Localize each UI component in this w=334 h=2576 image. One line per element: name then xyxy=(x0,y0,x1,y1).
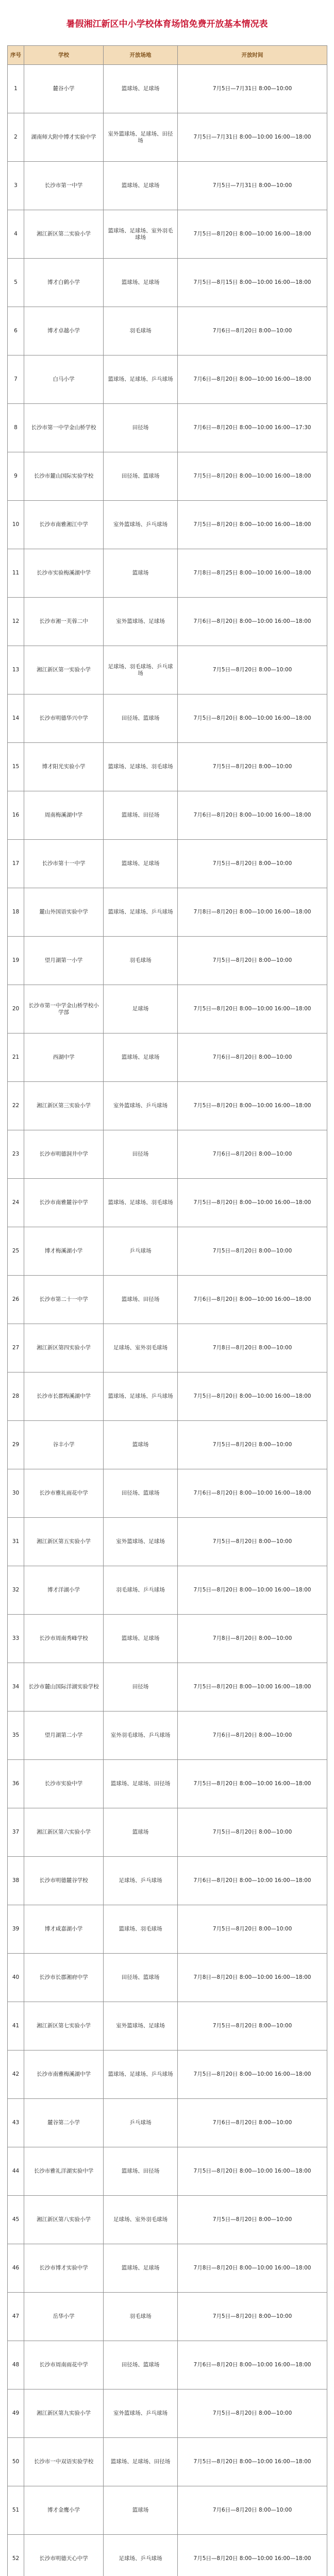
cell-venues: 田径场、篮球场 xyxy=(104,1469,178,1518)
cell-time: 7月5日—7月31日 8:00—10:00 xyxy=(178,162,327,210)
table-row xyxy=(8,646,327,694)
cell-time: 7月5日—8月20日 8:00—10:00 16:00—18:00 xyxy=(178,1663,327,1711)
cell-school: 长沙市南雅湘江中学 xyxy=(24,501,104,549)
cell-no: 48 xyxy=(8,2341,24,2389)
cell-venues: 篮球场、足球场、乒乓球场 xyxy=(104,888,178,937)
table-row xyxy=(8,1372,327,1421)
cell-time: 7月5日—8月20日 8:00—10:00 xyxy=(178,937,327,985)
cell-time: 7月5日—8月20日 8:00—10:00 16:00—18:00 xyxy=(178,210,327,259)
cell-no: 52 xyxy=(8,2535,24,2576)
cell-school: 博才阳光实验小学 xyxy=(24,743,104,791)
cell-time: 7月5日—8月20日 8:00—10:00 xyxy=(178,1227,327,1276)
cell-school: 望月湖第二小学 xyxy=(24,1711,104,1760)
cell-no: 44 xyxy=(8,2147,24,2196)
table-row xyxy=(8,2099,327,2147)
cell-venues: 田径场、篮球场 xyxy=(104,1954,178,2002)
cell-school: 长沙市湘一芙蓉二中 xyxy=(24,598,104,646)
cell-school: 博才咸嘉湖小学 xyxy=(24,1905,104,1954)
cell-school: 长沙市明德麓谷学校 xyxy=(24,1857,104,1905)
cell-no: 16 xyxy=(8,791,24,840)
cell-no: 36 xyxy=(8,1760,24,1808)
cell-school: 长沙市第十一中学 xyxy=(24,840,104,888)
cell-no: 11 xyxy=(8,549,24,598)
cell-no: 18 xyxy=(8,888,24,937)
cell-no: 14 xyxy=(8,694,24,743)
cell-school: 博才梅溪湖小学 xyxy=(24,1227,104,1276)
cell-time: 7月6日—8月20日 8:00—10:00 16:00—18:00 xyxy=(178,1857,327,1905)
table-row xyxy=(8,501,327,549)
cell-time: 7月5日—8月20日 8:00—10:00 16:00—18:00 xyxy=(178,452,327,501)
cell-time: 7月6日—8月20日 8:00—10:00 16:00—18:00 xyxy=(178,791,327,840)
cell-school: 周南梅溪湖中学 xyxy=(24,791,104,840)
table-row xyxy=(8,1276,327,1324)
cell-no: 45 xyxy=(8,2196,24,2244)
cell-school: 长沙市麓山国际洋湖实验学校 xyxy=(24,1663,104,1711)
cell-venues: 篮球场、足球场 xyxy=(104,65,178,113)
table-row xyxy=(8,1179,327,1227)
cell-venues: 室外羽毛球场、乒乓球场 xyxy=(104,1711,178,1760)
cell-venues: 田径场 xyxy=(104,1130,178,1179)
table-row xyxy=(8,888,327,937)
cell-no: 3 xyxy=(8,162,24,210)
cell-venues: 羽毛球场 xyxy=(104,307,178,355)
table-row xyxy=(8,1615,327,1663)
cell-no: 42 xyxy=(8,2050,24,2099)
cell-school: 湘江新区第二实验小学 xyxy=(24,210,104,259)
cell-school: 长沙市雅礼洋湖实验中学 xyxy=(24,2147,104,2196)
cell-time: 7月8日—8月20日 8:00—10:00 16:00—18:00 xyxy=(178,1954,327,2002)
cell-venues: 篮球场、田径场 xyxy=(104,791,178,840)
cell-venues: 篮球场、足球场 xyxy=(104,1033,178,1082)
cell-time: 7月5日—8月20日 8:00—10:00 16:00—18:00 xyxy=(178,1372,327,1421)
cell-no: 41 xyxy=(8,2002,24,2050)
cell-time: 7月5日—8月20日 8:00—10:00 xyxy=(178,2389,327,2438)
cell-venues: 乒乓球场 xyxy=(104,2099,178,2147)
table-row xyxy=(8,2244,327,2293)
cell-no: 22 xyxy=(8,1082,24,1130)
cell-school: 博才卓越小学 xyxy=(24,307,104,355)
cell-school: 长沙市麓山国际实验学校 xyxy=(24,452,104,501)
cell-school: 麓谷第二小学 xyxy=(24,2099,104,2147)
cell-school: 湘江新区第九实验小学 xyxy=(24,2389,104,2438)
cell-no: 23 xyxy=(8,1130,24,1179)
cell-time: 7月6日—8月20日 8:00—10:00 16:00—18:00 xyxy=(178,598,327,646)
cell-school: 长沙市实验中学 xyxy=(24,1760,104,1808)
cell-school: 湘江新区第四实验小学 xyxy=(24,1324,104,1372)
table-row xyxy=(8,549,327,598)
cell-time: 7月5日—8月20日 8:00—10:00 16:00—18:00 xyxy=(178,1082,327,1130)
header-venues: 开放场地 xyxy=(104,46,178,65)
cell-venues: 羽毛球场 xyxy=(104,937,178,985)
cell-time: 7月5日—8月20日 8:00—10:00 16:00—18:00 xyxy=(178,694,327,743)
cell-school: 长沙市一中双语实验学校 xyxy=(24,2438,104,2486)
cell-school: 长沙市博才实验中学 xyxy=(24,2244,104,2293)
cell-school: 湘江新区第八实验小学 xyxy=(24,2196,104,2244)
cell-venues: 足球场、室外羽毛球场 xyxy=(104,2196,178,2244)
cell-school: 长沙市明德华兴中学 xyxy=(24,694,104,743)
cell-venues: 室外篮球场、足球场 xyxy=(104,1518,178,1566)
cell-no: 29 xyxy=(8,1421,24,1469)
cell-venues: 篮球场、足球场 xyxy=(104,259,178,307)
table-row xyxy=(8,791,327,840)
cell-venues: 篮球场、足球场、田径场 xyxy=(104,1760,178,1808)
cell-time: 7月8日—8月20日 8:00—10:00 xyxy=(178,1324,327,1372)
cell-no: 13 xyxy=(8,646,24,694)
cell-venues: 室外篮球场、足球场 xyxy=(104,598,178,646)
cell-school: 长沙市南雅麓谷中学 xyxy=(24,1179,104,1227)
cell-school: 白马小学 xyxy=(24,355,104,404)
cell-time: 7月8日—8月25日 8:00—10:00 16:00—18:00 xyxy=(178,549,327,598)
cell-school: 长沙市南雅梅溪湖中学 xyxy=(24,2050,104,2099)
cell-school: 长沙市明德洞井中学 xyxy=(24,1130,104,1179)
table-row xyxy=(8,259,327,307)
table-row xyxy=(8,840,327,888)
cell-time: 7月5日—8月20日 8:00—10:00 xyxy=(178,2002,327,2050)
cell-school: 岳华小学 xyxy=(24,2293,104,2341)
cell-venues: 羽毛球场 xyxy=(104,2293,178,2341)
cell-venues: 足球场、羽毛球场、乒乓球场 xyxy=(104,646,178,694)
cell-no: 20 xyxy=(8,985,24,1033)
table-row xyxy=(8,598,327,646)
cell-time: 7月8日—8月20日 8:00—10:00 xyxy=(178,1615,327,1663)
cell-venues: 乒乓球场 xyxy=(104,1227,178,1276)
cell-no: 46 xyxy=(8,2244,24,2293)
cell-no: 26 xyxy=(8,1276,24,1324)
table-row xyxy=(8,210,327,259)
cell-school: 长沙市第一中学 xyxy=(24,162,104,210)
table-row xyxy=(8,1808,327,1857)
cell-venues: 田径场、篮球场 xyxy=(104,2341,178,2389)
table-row xyxy=(8,1711,327,1760)
cell-venues: 篮球场、羽毛球场 xyxy=(104,1905,178,1954)
cell-time: 7月6日—8月20日 8:00—10:00 xyxy=(178,307,327,355)
table-body xyxy=(8,65,327,2576)
cell-venues: 篮球场 xyxy=(104,2486,178,2535)
cell-time: 7月5日—8月20日 8:00—10:00 16:00—18:00 xyxy=(178,1566,327,1615)
cell-no: 2 xyxy=(8,113,24,162)
cell-venues: 室外篮球场、乒乓球场 xyxy=(104,2389,178,2438)
cell-venues: 篮球场、足球场 xyxy=(104,2244,178,2293)
cell-no: 5 xyxy=(8,259,24,307)
table-row xyxy=(8,1663,327,1711)
cell-venues: 篮球场、足球场、田径场 xyxy=(104,2438,178,2486)
cell-no: 19 xyxy=(8,937,24,985)
cell-time: 7月5日—7月31日 8:00—10:00 xyxy=(178,65,327,113)
cell-no: 21 xyxy=(8,1033,24,1082)
cell-school: 长沙市第二十一中学 xyxy=(24,1276,104,1324)
cell-time: 7月6日—8月20日 8:00—10:00 16:00—18:00 xyxy=(178,2341,327,2389)
table-row xyxy=(8,1905,327,1954)
document-title: 暑假湘江新区中小学校体育场馆免费开放基本情况表 xyxy=(66,19,268,29)
table-row xyxy=(8,1130,327,1179)
cell-school: 湘江新区第七实验小学 xyxy=(24,2002,104,2050)
cell-venues: 田径场 xyxy=(104,1663,178,1711)
cell-school: 长沙市长郡湘府中学 xyxy=(24,1954,104,2002)
cell-school: 麓谷小学 xyxy=(24,65,104,113)
cell-no: 8 xyxy=(8,404,24,452)
cell-time: 7月5日—8月15日 8:00—10:00 16:00—18:00 xyxy=(178,259,327,307)
cell-venues: 室外篮球场、乒乓球场 xyxy=(104,1082,178,1130)
cell-no: 34 xyxy=(8,1663,24,1711)
cell-time: 7月5日—8月20日 8:00—10:00 xyxy=(178,2196,327,2244)
cell-venues: 足球场、乒乓球场 xyxy=(104,1857,178,1905)
table-row xyxy=(8,743,327,791)
table-row xyxy=(8,1082,327,1130)
cell-time: 7月5日—8月20日 8:00—10:00 16:00—18:00 xyxy=(178,1179,327,1227)
cell-school: 长沙市明德天心中学 xyxy=(24,2535,104,2576)
cell-time: 7月6日—8月20日 8:00—10:00 xyxy=(178,1033,327,1082)
table-row xyxy=(8,1518,327,1566)
cell-school: 长沙市第一中学金山桥学校小学部 xyxy=(24,985,104,1033)
cell-no: 32 xyxy=(8,1566,24,1615)
table-row xyxy=(8,1469,327,1518)
cell-venues: 篮球场、足球场、羽毛球场 xyxy=(104,1179,178,1227)
cell-school: 长沙市周南雨花中学 xyxy=(24,2341,104,2389)
cell-school: 湘江新区第六实验小学 xyxy=(24,1808,104,1857)
cell-venues: 篮球场 xyxy=(104,1421,178,1469)
cell-time: 7月5日—8月20日 8:00—10:00 16:00—18:00 xyxy=(178,501,327,549)
cell-venues: 足球场、室外羽毛球场 xyxy=(104,1324,178,1372)
venue-table xyxy=(7,45,327,2576)
cell-venues: 篮球场、足球场、室外羽毛球场 xyxy=(104,210,178,259)
cell-time: 7月5日—8月20日 8:00—10:00 16:00—18:00 xyxy=(178,2147,327,2196)
cell-time: 7月5日—8月20日 8:00—10:00 xyxy=(178,1421,327,1469)
table-row xyxy=(8,1566,327,1615)
cell-venues: 室外篮球场、足球场 xyxy=(104,2002,178,2050)
header-no: 序号 xyxy=(8,46,24,65)
cell-time: 7月5日—8月20日 8:00—10:00 16:00—18:00 xyxy=(178,2438,327,2486)
cell-no: 1 xyxy=(8,65,24,113)
cell-time: 7月5日—8月20日 8:00—10:00 16:00—18:00 xyxy=(178,985,327,1033)
cell-no: 35 xyxy=(8,1711,24,1760)
table-row xyxy=(8,1421,327,1469)
table-row xyxy=(8,2389,327,2438)
cell-school: 湖南师大附中博才实验中学 xyxy=(24,113,104,162)
table-row xyxy=(8,162,327,210)
cell-school: 长沙市周南秀峰学校 xyxy=(24,1615,104,1663)
cell-time: 7月6日—8月20日 8:00—10:00 16:00—18:00 xyxy=(178,355,327,404)
cell-time: 7月5日—8月20日 8:00—10:00 xyxy=(178,1905,327,1954)
cell-time: 7月5日—8月20日 8:00—10:00 16:00—18:00 xyxy=(178,2535,327,2576)
cell-time: 7月6日—8月20日 8:00—10:00 xyxy=(178,2486,327,2535)
cell-venues: 羽毛球场、乒乓球场 xyxy=(104,1566,178,1615)
cell-no: 39 xyxy=(8,1905,24,1954)
cell-venues: 篮球场、田径场 xyxy=(104,2147,178,2196)
cell-time: 7月5日—8月20日 8:00—10:00 xyxy=(178,1518,327,1566)
cell-no: 27 xyxy=(8,1324,24,1372)
cell-school: 长沙市实验梅溪湖中学 xyxy=(24,549,104,598)
table-row xyxy=(8,404,327,452)
cell-school: 湘江新区第三实验小学 xyxy=(24,1082,104,1130)
table-row xyxy=(8,2438,327,2486)
cell-school: 西湖中学 xyxy=(24,1033,104,1082)
cell-venues: 室外篮球场、足球场、田径场 xyxy=(104,113,178,162)
cell-no: 4 xyxy=(8,210,24,259)
cell-no: 9 xyxy=(8,452,24,501)
cell-no: 47 xyxy=(8,2293,24,2341)
cell-venues: 室外篮球场、乒乓球场 xyxy=(104,501,178,549)
cell-venues: 篮球场、足球场、羽毛球场 xyxy=(104,743,178,791)
cell-venues: 田径场 xyxy=(104,404,178,452)
cell-school: 博才白鹤小学 xyxy=(24,259,104,307)
table-row xyxy=(8,113,327,162)
cell-time: 7月6日—8月20日 8:00—10:00 16:00—18:00 xyxy=(178,1469,327,1518)
cell-venues: 篮球场、足球场、乒乓球场 xyxy=(104,1372,178,1421)
cell-venues: 篮球场 xyxy=(104,549,178,598)
cell-no: 25 xyxy=(8,1227,24,1276)
cell-school: 长沙市雅礼雨花中学 xyxy=(24,1469,104,1518)
table-row xyxy=(8,355,327,404)
cell-venues: 篮球场、足球场、乒乓球场 xyxy=(104,2050,178,2099)
cell-no: 12 xyxy=(8,598,24,646)
table-row xyxy=(8,2341,327,2389)
cell-time: 7月8日—8月20日 8:00—10:00 16:00—18:00 xyxy=(178,888,327,937)
table-row xyxy=(8,65,327,113)
cell-venues: 篮球场、足球场 xyxy=(104,840,178,888)
header-school: 学校 xyxy=(24,46,104,65)
table-row xyxy=(8,2486,327,2535)
cell-school: 麓山外国语实验中学 xyxy=(24,888,104,937)
cell-venues: 篮球场、足球场 xyxy=(104,162,178,210)
cell-no: 10 xyxy=(8,501,24,549)
table-row xyxy=(8,452,327,501)
cell-no: 6 xyxy=(8,307,24,355)
cell-time: 7月6日—8月20日 8:00—10:00 xyxy=(178,1711,327,1760)
cell-school: 博才洋湖小学 xyxy=(24,1566,104,1615)
table-row xyxy=(8,937,327,985)
header-time: 开放时间 xyxy=(178,46,327,65)
cell-no: 17 xyxy=(8,840,24,888)
cell-time: 7月5日—8月20日 8:00—10:00 xyxy=(178,646,327,694)
cell-no: 15 xyxy=(8,743,24,791)
cell-no: 30 xyxy=(8,1469,24,1518)
table-row xyxy=(8,1033,327,1082)
cell-no: 37 xyxy=(8,1808,24,1857)
cell-time: 7月8日—8月20日 8:00—10:00 16:00—18:00 xyxy=(178,2244,327,2293)
cell-time: 7月5日—8月20日 8:00—10:00 16:00—18:00 xyxy=(178,1760,327,1808)
table-row xyxy=(8,307,327,355)
table-row xyxy=(8,1857,327,1905)
table-row xyxy=(8,1954,327,2002)
table-row xyxy=(8,2196,327,2244)
table-row xyxy=(8,2050,327,2099)
cell-no: 24 xyxy=(8,1179,24,1227)
cell-time: 7月6日—8月20日 8:00—10:00 16:00—17:30 xyxy=(178,404,327,452)
cell-school: 望月湖第一小学 xyxy=(24,937,104,985)
table-row xyxy=(8,2002,327,2050)
cell-venues: 足球场、乒乓球场 xyxy=(104,2535,178,2576)
cell-venues: 足球场 xyxy=(104,985,178,1033)
cell-no: 43 xyxy=(8,2099,24,2147)
cell-time: 7月5日—8月20日 8:00—10:00 xyxy=(178,743,327,791)
table-row xyxy=(8,985,327,1033)
cell-time: 7月6日—8月20日 8:00—10:00 xyxy=(178,2099,327,2147)
cell-time: 7月6日—8月20日 8:00—10:00 16:00—18:00 xyxy=(178,1276,327,1324)
table-header-row xyxy=(8,46,327,65)
cell-school: 长沙市长郡梅溪湖中学 xyxy=(24,1372,104,1421)
cell-venues: 篮球场 xyxy=(104,1808,178,1857)
cell-no: 49 xyxy=(8,2389,24,2438)
cell-venues: 田径场、篮球场 xyxy=(104,452,178,501)
cell-school: 谷丰小学 xyxy=(24,1421,104,1469)
cell-venues: 篮球场、足球场、乒乓球场 xyxy=(104,355,178,404)
cell-no: 31 xyxy=(8,1518,24,1566)
cell-no: 40 xyxy=(8,1954,24,2002)
table-row xyxy=(8,2147,327,2196)
table-row xyxy=(8,1324,327,1372)
table-row xyxy=(8,694,327,743)
cell-time: 7月5日—8月20日 8:00—10:00 xyxy=(178,1808,327,1857)
cell-time: 7月5日—8月20日 8:00—10:00 16:00—18:00 xyxy=(178,2050,327,2099)
table-row xyxy=(8,1760,327,1808)
cell-venues: 篮球场、足球场 xyxy=(104,1615,178,1663)
cell-no: 7 xyxy=(8,355,24,404)
cell-no: 33 xyxy=(8,1615,24,1663)
cell-venues: 田径场、篮球场 xyxy=(104,694,178,743)
table-row xyxy=(8,1227,327,1276)
cell-school: 湘江新区第一实验小学 xyxy=(24,646,104,694)
cell-no: 38 xyxy=(8,1857,24,1905)
cell-no: 51 xyxy=(8,2486,24,2535)
cell-venues: 篮球场、田径场 xyxy=(104,1276,178,1324)
cell-school: 长沙市第一中学金山桥学校 xyxy=(24,404,104,452)
table-row xyxy=(8,2293,327,2341)
cell-no: 28 xyxy=(8,1372,24,1421)
cell-school: 湘江新区第五实验小学 xyxy=(24,1518,104,1566)
cell-time: 7月5日—8月20日 8:00—10:00 xyxy=(178,2293,327,2341)
cell-time: 7月6日—8月20日 8:00—10:00 xyxy=(178,1130,327,1179)
cell-school: 博才金鹰小学 xyxy=(24,2486,104,2535)
cell-no: 50 xyxy=(8,2438,24,2486)
cell-time: 7月5日—8月20日 8:00—10:00 xyxy=(178,840,327,888)
table-row xyxy=(8,2535,327,2576)
cell-time: 7月5日—7月31日 8:00—10:00 16:00—18:00 xyxy=(178,113,327,162)
